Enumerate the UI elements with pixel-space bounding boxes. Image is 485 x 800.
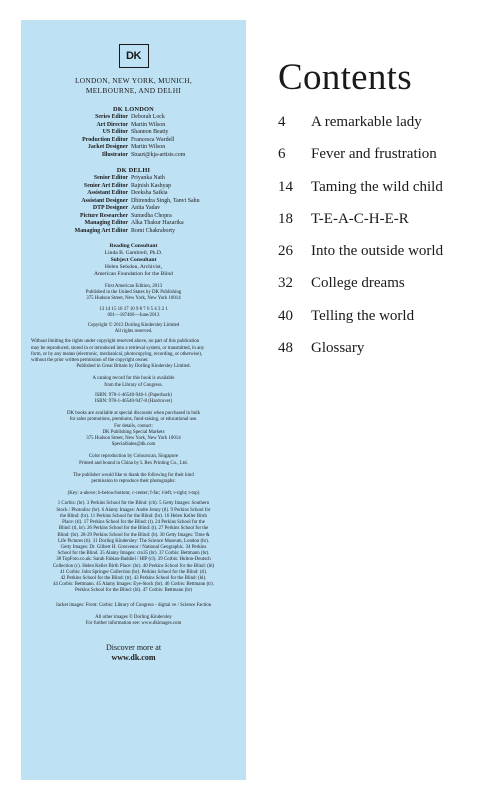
credit-role: Illustrator — [101, 151, 128, 158]
toc-item — [278, 114, 478, 146]
jacket-images: Jacket images: Front: Corbis: Library of Congress - digital ve / Science Faction — [55, 602, 212, 608]
catalog-line: A catalog record for this book is available — [92, 376, 175, 382]
table-of-contents — [278, 114, 478, 372]
rights-line: form, or by any means (electronic, mechanical, photocopying, recording, or otherwise), — [31, 351, 203, 357]
toc-chapter-title: College dreams — [311, 275, 405, 292]
toc-page-number: 4 — [278, 114, 286, 130]
isbn-line: ISBN: 978-1-46540-946-1 (Paperback) — [95, 392, 172, 398]
edition-line: First American Edition, 2013 — [104, 284, 163, 289]
subject-consultant-line: Helen Selsdon, Archivist, — [104, 264, 163, 270]
credit-name: Sumedha Chopra — [131, 212, 172, 219]
discover-label: Discover more at — [105, 643, 162, 653]
picture-credit-line: Getty Images: Dr. Gilbert H. Grosvenor / National Geographic. 34 Perkins — [60, 544, 207, 550]
toc-chapter-title: Taming the wild child — [311, 178, 443, 195]
contents-title: Contents — [278, 57, 412, 98]
credit-row — [31, 198, 236, 206]
credit-role: Picture Researcher — [79, 212, 128, 219]
toc-chapter-title: Into the outside world — [311, 243, 444, 260]
print-code-line: 001—187466—June/2013 — [107, 312, 160, 318]
toc-item — [278, 146, 478, 178]
credit-row — [31, 213, 236, 221]
printing-info — [31, 454, 236, 466]
discover-more — [31, 643, 236, 663]
isbn-line: ISBN: 978-1-46540-947-8 (Hardcover) — [94, 399, 173, 405]
rights-notice — [31, 339, 236, 370]
toc-item — [278, 308, 478, 340]
toc-chapter-title: A remarkable lady — [311, 114, 422, 130]
credit-role: DTP Designer — [92, 205, 128, 211]
edition-line: Published in the United States by DK Publishing — [85, 290, 182, 296]
catalog-line: from the Library of Congress. — [104, 382, 163, 388]
picture-credit-line: Place: (tl). 17 Perkins School for the Blind: (t). 24 Perkins School for the — [62, 520, 205, 526]
picture-credit-line: Stock / Photodisc (br). 6 Alamy Images: Andre Jenny (tl). 9 Perkins School for — [56, 507, 211, 513]
toc-page-number: 18 — [278, 210, 293, 227]
picture-credit-line: Collection (c). Helen Keller Birth Place: (br). 40 Perkins School for the Blind: (bl) — [52, 563, 215, 569]
picture-credit-line: School for the Blind. 35 Alamy Images: cro35 (br). 37 Corbis: Bettmann (br). — [57, 551, 210, 557]
credit-role: Managing Editor — [84, 220, 128, 226]
thanks — [31, 473, 236, 485]
credit-row — [31, 175, 236, 183]
rights-line: Published in Great Britain by Dorling Kindersley Limited. — [76, 364, 191, 370]
credit-name: Alka Thakur Hazarika — [131, 220, 184, 226]
bulk-line: DK Publishing Special Markets — [102, 429, 165, 435]
picture-credit-line: Perkins School for the Blind: (bl). 47 Corbis: Bettmann (br) — [74, 588, 193, 594]
credit-name: Rajnish Kashyap — [131, 182, 172, 189]
credit-name: Shannon Beatty — [131, 129, 169, 135]
credit-name: Romi Chakraborty — [131, 227, 176, 234]
picture-credit-line: Life Pictures (tl). 31 Dorling Kindersley: The Science Museum, London (br). — [57, 538, 210, 544]
toc-item — [278, 340, 478, 372]
consultants — [31, 243, 236, 278]
catalog-record — [31, 376, 236, 388]
credit-role: Production Editor — [82, 136, 128, 143]
credit-row — [31, 183, 236, 191]
credit-name: Deeksha Saikia — [131, 190, 168, 196]
picture-credits — [31, 501, 236, 594]
thanks-line: The publisher would like to thank the following for their kind — [73, 472, 194, 478]
credit-role: Managing Art Editor — [74, 227, 128, 234]
credit-name: Anita Yadav — [131, 205, 161, 211]
edition-line: 375 Hudson Street, New York, New York 10014 — [86, 296, 181, 302]
bulk-line: for sales promotions, premiums, fund-raising, or educational use. — [69, 417, 198, 423]
credit-row — [31, 220, 236, 228]
isbn-block — [31, 393, 236, 405]
subject-consultant-label: Subject Consultant — [110, 257, 157, 263]
other-images-line: All other images © Dorling Kindersley — [95, 614, 172, 620]
picture-credit-line: the Blind: (br). 11 Perkins School for the Blind: (br). 16 Helen Keller Birth — [60, 513, 207, 519]
toc-page-number: 40 — [278, 307, 293, 324]
toc-page-number: 14 — [278, 178, 293, 195]
toc-page-number: 26 — [278, 243, 293, 260]
london-heading: DK LONDON — [112, 106, 155, 113]
toc-item — [278, 243, 478, 275]
printing-line: Color reproduction by Colourscan, Singapore — [88, 454, 179, 460]
delhi-heading: DK DELHI — [116, 167, 151, 174]
picture-credit-line: 44 Corbis: Bettmann. 45 Alamy Images: Eye-Stock (br). 46 Corbis: Bettmann (tr). — [52, 582, 215, 588]
rights-line: may be reproduced, stored in or introduced into a retrieval system, or transmitted, in any — [31, 345, 205, 351]
credit-role: US Editor — [102, 129, 128, 135]
credit-row — [31, 205, 236, 213]
contents-section — [278, 58, 478, 372]
position-key: (Key: a-above; b-below/bottom; c-center; f-far; l-left; r-right; t-top) — [67, 491, 200, 497]
toc-page-number: 48 — [278, 340, 293, 357]
delhi-credits — [31, 175, 236, 235]
bulk-line: DK books are available at special discounts when purchased in bulk — [66, 411, 201, 417]
credit-name: Martin Wilson — [131, 121, 166, 128]
credit-role: Assistant Designer — [81, 197, 128, 204]
credit-row — [31, 114, 236, 122]
toc-item — [278, 275, 478, 307]
toc-chapter-title: Telling the world — [311, 307, 415, 324]
subject-consultant-line: American Foundation for the Blind — [94, 271, 173, 277]
credit-row — [31, 190, 236, 198]
credit-name: Martin Wilson — [131, 144, 166, 150]
credit-role: Art Director — [96, 121, 128, 128]
picture-credit-line: 1 Corbis: (br). 3 Perkins School for the Blind: (cb). 5 Getty Images: Southern — [57, 501, 210, 507]
toc-page-number: 32 — [278, 275, 293, 292]
cities-line: LONDON, NEW YORK, MUNICH, — [74, 76, 193, 85]
credit-row — [31, 228, 236, 236]
credit-name: Priyanka Nath — [131, 175, 165, 181]
printing-line: Printed and bound in China by L Rex Printing Co., Ltd. — [79, 460, 188, 466]
print-codes — [31, 307, 236, 319]
credit-row — [31, 152, 236, 160]
credit-name: Dhirendra Singh, Tanvi Sahu — [131, 197, 200, 204]
other-images-line: For further information see: www.dkimages.com — [85, 620, 182, 626]
toc-chapter-title: T-E-A-C-H-E-R — [311, 210, 409, 227]
toc-item — [278, 211, 478, 243]
reading-consultant-name: Linda B. Gambrell, Ph.D. — [104, 250, 163, 256]
credit-role: Jacket Designer — [87, 144, 128, 150]
credit-name: Stuart@kja-artists.com — [131, 151, 186, 158]
discover-url: www.dk.com — [111, 653, 156, 663]
print-code-line: 13 14 15 16 17 10 9 8 7 6 5 4 3 2 1 — [99, 306, 168, 312]
london-credits — [31, 114, 236, 159]
bulk-line: SpecialSales@dk.com — [111, 442, 156, 448]
credit-role: Senior Art Editor — [83, 182, 128, 189]
imprint-panel — [21, 20, 246, 780]
picture-credit-line: 41 Corbis: John Springer Collection (br). Perkins School for the Blind: (tl). — [59, 569, 208, 575]
picture-credit-line: Blind: (br). 28-29 Perkins School for the Blind: (b). 30 Getty Images: Time & — [57, 532, 210, 538]
credit-row — [31, 144, 236, 152]
copyright — [31, 323, 236, 335]
rights-line: Without limiting the rights under copyright reserved above, no part of this publication — [31, 339, 200, 345]
publisher-cities — [31, 76, 236, 95]
other-images — [31, 615, 236, 627]
edition-info — [31, 284, 236, 303]
credit-row — [31, 129, 236, 137]
toc-page-number: 6 — [278, 146, 286, 163]
dk-logo-text: DK — [126, 50, 141, 62]
credit-row — [31, 137, 236, 145]
picture-credit-line: Blind: (tl, br). 26 Perkins School for the Blind: (t). 27 Perkins School for the — [58, 526, 209, 532]
bulk-line: 375 Hudson Street, New York, New York 10014 — [86, 436, 181, 442]
picture-credit-line: 42 Perkins School for the Blind: (tr). 43 Perkins School for the Blind: (bl). — [60, 575, 207, 581]
dk-logo — [119, 44, 149, 68]
copyright-line: Copyright © 2013 Dorling Kindersley Limited — [87, 323, 180, 329]
credit-name: Deborah Lock — [131, 114, 165, 120]
credit-row — [31, 122, 236, 130]
reading-consultant-label: Reading Consultant — [109, 243, 158, 249]
credit-role: Assistant Editor — [87, 190, 128, 196]
rights-line: without the prior written permission of the copyright owner. — [31, 358, 149, 364]
credit-role: Senior Editor — [93, 175, 128, 181]
bulk-line: For details, contact: — [114, 423, 153, 429]
credit-name: Francesca Wardell — [131, 136, 175, 143]
credit-role: Series Editor — [95, 114, 128, 120]
toc-chapter-title: Glossary — [311, 340, 365, 357]
toc-item — [278, 179, 478, 211]
toc-chapter-title: Fever and frustration — [311, 146, 437, 163]
cities-line: MELBOURNE, AND DELHI — [85, 85, 182, 95]
thanks-line: permission to reproduce their photographs: — [91, 479, 176, 485]
bulk-sales — [31, 411, 236, 448]
copyright-line: All rights reserved. — [114, 329, 153, 335]
picture-credit-line: 38 TopFoto.co.uk: Sarah Fabian-Baddiel / HIP (cl). 39 Corbis: Hulton-Deutsch — [56, 557, 211, 563]
